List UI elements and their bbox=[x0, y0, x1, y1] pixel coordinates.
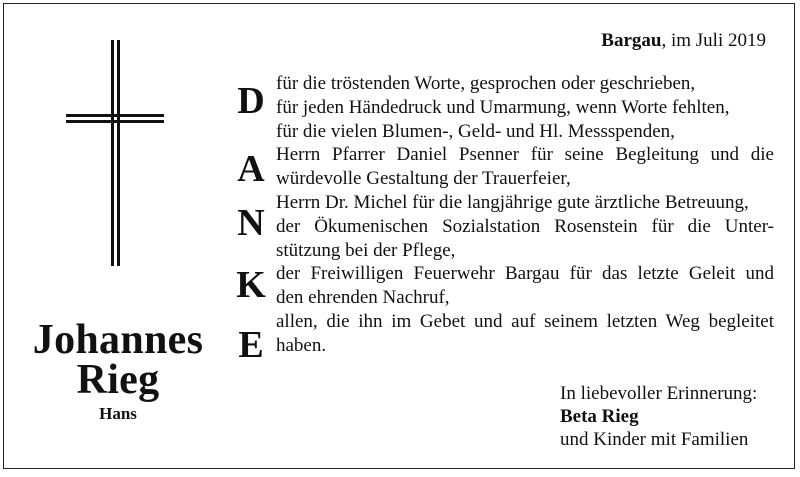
closing-intro: In liebevoller Erinnerung: bbox=[560, 383, 758, 404]
danke-letter: E bbox=[238, 324, 264, 366]
danke-letter: K bbox=[236, 264, 266, 306]
thanks-line: Herrn Dr. Michel für die langjährige gute ärztliche Betreuung, bbox=[276, 191, 749, 213]
thanks-line: haben. bbox=[276, 334, 327, 356]
thanks-line: Herrn Pfarrer Daniel Psenner für seine Begleitung und die bbox=[276, 144, 774, 166]
thanks-line: für die tröstenden Worte, gesprochen oder geschrieben, bbox=[276, 73, 696, 94]
danke-letter: A bbox=[237, 148, 265, 190]
danke-letter: D bbox=[237, 80, 265, 122]
thanks-line: stützung bei der Pflege, bbox=[276, 239, 456, 261]
thanks-line: allen, die ihn im Gebet und auf seinem letzten Weg begleitet bbox=[276, 310, 774, 332]
deceased-last-name: Rieg bbox=[76, 357, 160, 403]
thanks-text bbox=[276, 72, 774, 358]
thanks-line: der Ökumenischen Sozialstation Rosenstein für die Unter- bbox=[276, 215, 774, 237]
deceased-nickname: Hans bbox=[99, 404, 137, 423]
closing-family: und Kinder mit Familien bbox=[560, 429, 749, 450]
danke-letter: N bbox=[237, 202, 265, 244]
deceased-first-name: Johannes bbox=[32, 317, 204, 363]
date-text: , im Juli 2019 bbox=[661, 30, 766, 51]
thanks-line: den ehrenden Nachruf, bbox=[276, 287, 450, 309]
place-date bbox=[601, 30, 766, 52]
cross-icon bbox=[66, 40, 166, 266]
deceased-name-block bbox=[18, 317, 218, 424]
thanks-line: der Freiwilligen Feuerwehr Bargau für das letzte Geleit und bbox=[276, 263, 774, 285]
thanks-line: für jeden Händedruck und Umarmung, wenn Worte fehlten, bbox=[276, 96, 730, 118]
thanks-line: für die vielen Blumen-, Geld- und Hl. Messspenden, bbox=[276, 120, 675, 142]
thanks-line: würdevolle Gestaltung der Trauerfeier, bbox=[276, 168, 571, 190]
obituary-card bbox=[3, 3, 795, 469]
closing-block bbox=[560, 382, 757, 451]
place: Bargau bbox=[601, 30, 662, 51]
closing-signer: Beta Rieg bbox=[560, 406, 639, 427]
